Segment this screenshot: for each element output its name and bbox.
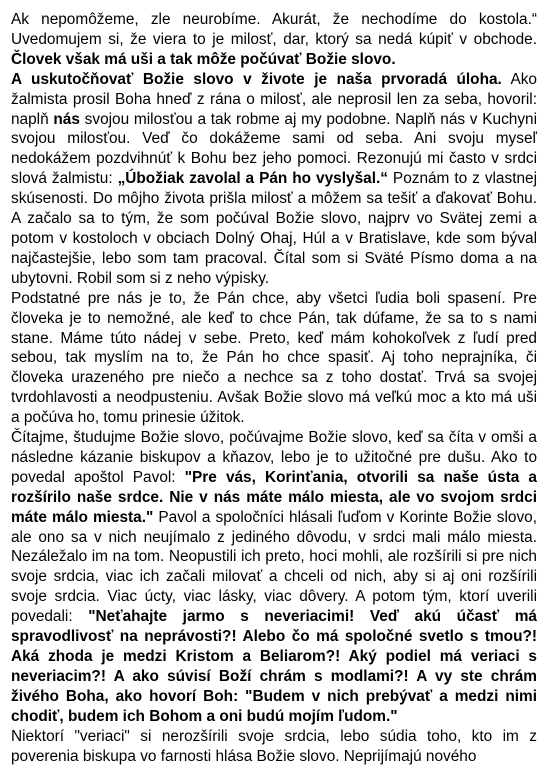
paragraph (11, 727, 537, 767)
text-run: Ako žalmista prosil Boha hneď z rána o milosť, ale neprosil len za seba, hovoril: naplň (11, 70, 537, 128)
bold-text: A uskutočňovať Božie slovo v živote je naša prvoradá úloha. (11, 70, 502, 88)
bold-text: nás (53, 110, 80, 128)
text-run: Čítajme, študujme Božie slovo, počúvajme Božie slovo, keď sa číta v omši a následne kázanie biskupov a kňazov, lebo je to užitočné pre dušu. Ako to povedal apoštol Pavol: (11, 429, 537, 486)
paragraph (11, 289, 537, 428)
text-run: svojou milosťou a tak robme aj my podobne. Naplň nás v Kuchyni svojou milosťou. Veď čo dokážeme sami od seba. Ani svoju myseľ nedokážem pozdvihnúť k Bohu bez jeho pomoci. Rezonujú mi často v srdci slová žalmistu: (11, 110, 538, 188)
bold-text: Človek však má uši a tak môže počúvať Božie slovo. (11, 50, 396, 68)
paragraph (11, 428, 537, 727)
bold-text: "Neťahajte jarmo s neveriacimi! Veď akú účasť má spravodlivosť na neprávosti?! Alebo čo má spoločné svetlo s tmou?! Aká zhoda je medzi Kristom a Beliarom?! Aký podiel má veriaci s neveriacim?! A ako súvisí Boží chrám s modlami?! A vy ste chrám živého Boha, ako hovorí Boh: "Budem v nich prebývať a medzi nimi chodiť, budem ich Bohom a oni budú mojím ľudom." (11, 608, 537, 725)
text-run: Poznám to z vlastnej skúsenosti. Do môjho života prišla milosť a môžem sa tešiť a ďakovať Bohu. A začalo sa to tým, že som počúval Božie slovo, najprv vo Svätej zemi a potom v kostoloch v obciach Dolný Ohaj, Húl a v Bratislave, kde som býval najčastejšie, lebo som tam pracoval. Čítal som si Sväté Písmo doma a na ubytovni. Robil som si z neho výpisky. (11, 170, 538, 287)
text-run: Niektorí "veriaci" si nerozšírili svoje srdcia, lebo súdia toho, kto im z poverenia biskupa vo farnosti hlása Božie slovo. Neprijímajú nového (11, 727, 537, 765)
paragraph (11, 10, 537, 70)
text-run: Pavol a spoločníci hlásali ľuďom v Korinte Božie slovo, ale ono sa v nich neujímalo z jediného dôvodu, v srdci mali málo miesta. Nezáležalo im na tom. Neopustili ich preto, hoci mohli, ale rozšírili si pre nich svoje srdcia, viac ich začali milovať a chceli od nich, aby si aj oni rozšírili svoje srdcia. Viac úcty, viac lásky, viac dôvery. A potom tým, ktorí uverili povedali: (11, 508, 537, 626)
paragraph (11, 70, 537, 289)
text-run: Podstatné pre nás je to, že Pán chce, aby všetci ľudia boli spasení. Pre človeka je to nemožné, ale keď to chce Pán, tak dúfame, že sa to s nami stane. Máme túto nádej v sebe. Preto, keď mám kohokoľvek z ľudí pred sebou, tak myslím na to, že Pán ho chce spasiť. Aj toho neprajníka, či človeka urazeného pre niečo a nechce sa z toho dostať. Trvá sa svojej tvrdohlavosti a neodpusteniu. Avšak Božie slovo má veľkú moc a kto má uši a počúva ho, tomu prinesie úžitok. (11, 289, 537, 427)
bold-text: „Úbožiak zavolal a Pán ho vyslyšal.“ (117, 170, 388, 188)
bold-text: "Pre vás, Korinťania, otvorili sa naše ústa a rozšírilo naše srdce. Nie v nás máte málo miesta, ale vo svojom srdci máte málo miesta." (11, 468, 537, 526)
text-run: Ak nepomôžeme, zle neurobíme. Akurát, že nechodíme do kostola.“ Uvedomujem si, že viera to je milosť, dar, ktorý sa nedá kúpiť v obchode. (11, 11, 537, 48)
